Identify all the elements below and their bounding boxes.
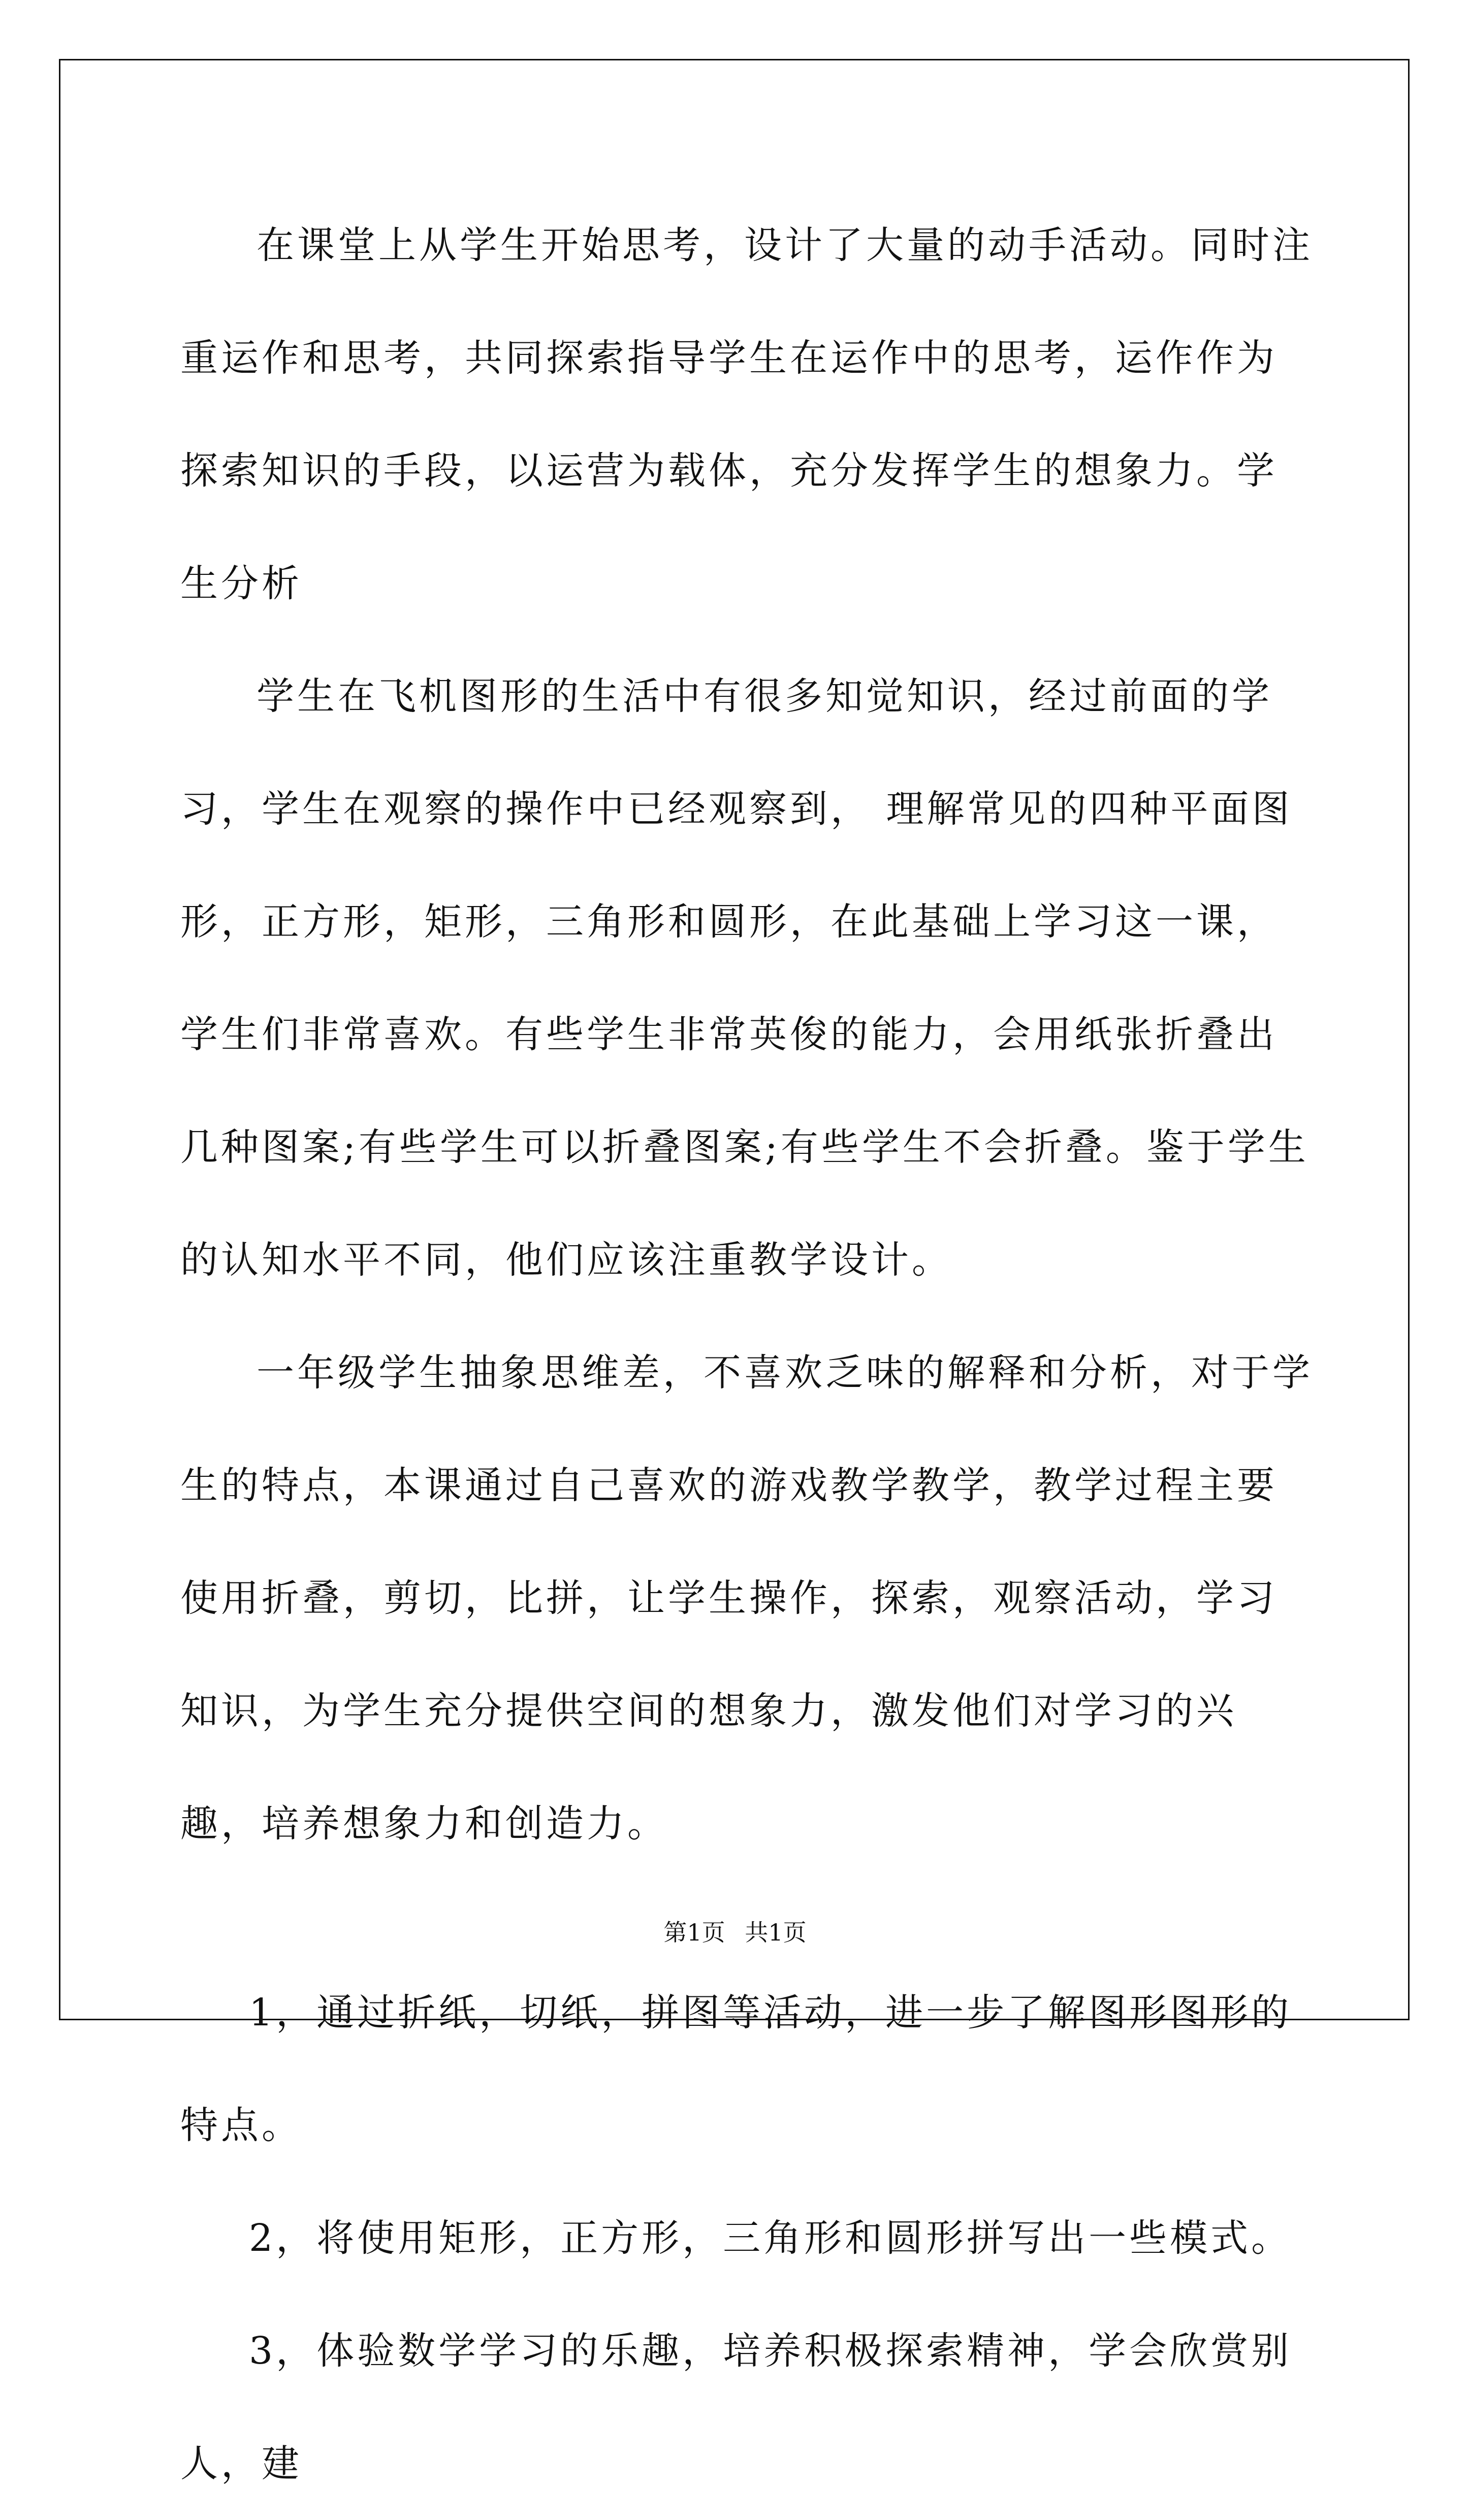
- page-total: 共1页: [745, 1919, 807, 1946]
- page-number: 第1页: [663, 1919, 725, 1946]
- paragraph-student-analysis: 学生在飞机图形的生活中有很多知觉知识，经过前面的学习，学生在观察的操作中已经观察到， 理解常见的四种平面图形，正方形，矩形，三角形和圆形，在此基础上学习这一课，学生们非常喜欢。有些学生非常英俊的能力，会用纸张折叠出几种图案;有些学生可以折叠图案;有些学生不会折叠。鉴于学生的认知水平不同，他们应该注重教学设计。: [180, 674, 1309, 1282]
- paragraph-intro: 在课堂上从学生开始思考，设计了大量的动手活动。同时注重运作和思考，共同探索指导学生在运作中的思考，运作作为探索知识的手段，以运营为载体，充分发挥学生的想象力。学生分析: [180, 223, 1313, 605]
- page-footer: [0, 1914, 1470, 1948]
- objective-item-3: 3，体验数学学习的乐趣，培养积极探索精神，学会欣赏别人，建: [180, 2329, 1292, 2485]
- objective-item-2: 2，将使用矩形，正方形，三角形和圆形拼写出一些模式。: [249, 2216, 1292, 2260]
- objective-item-1: 1，通过折纸，切纸，拼图等活动，进一步了解图形图形的特点。: [180, 1991, 1292, 2147]
- document-body: [180, 189, 1313, 2520]
- paragraph-teaching-method: 一年级学生抽象思维差，不喜欢乏味的解释和分析，对于学生的特点，本课通过自己喜欢的游戏教学教学，教学过程主要使用折叠，剪切，比拼，让学生操作，探索，观察活动，学习知识，为学生充分提供空间的想象力，激发他们对学习的兴趣，培养想象力和创造力。: [180, 1351, 1313, 1846]
